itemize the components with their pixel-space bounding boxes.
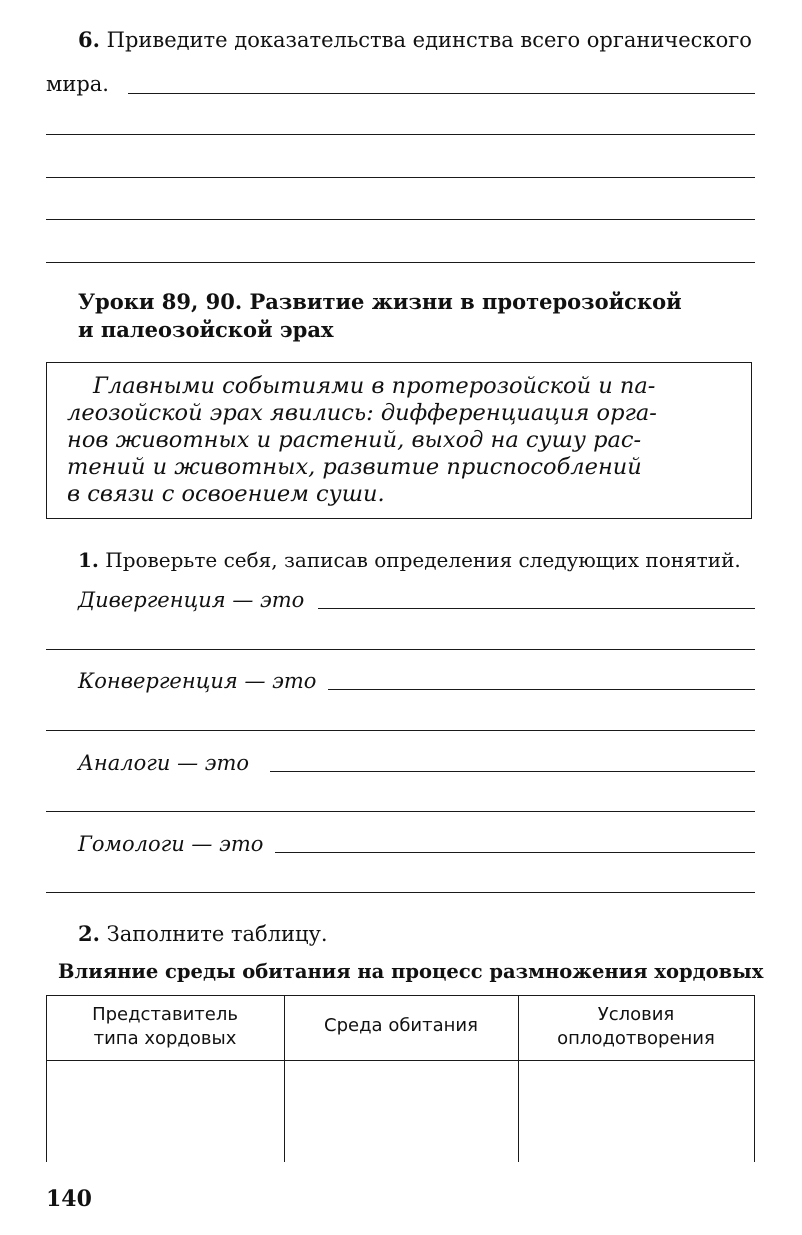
answer-line[interactable] (328, 689, 755, 690)
lesson-title-line1: Уроки 89, 90. Развитие жизни в протерозойской (78, 289, 682, 314)
question-1 (78, 548, 741, 572)
term-convergence: Конвергенция — это (78, 669, 317, 693)
question-6-text: Приведите доказательства единства всего органического (106, 28, 752, 52)
question-2-text: Заполните таблицу. (106, 922, 328, 946)
table-cell[interactable] (48, 1062, 283, 1160)
header-text: оплодотворения (557, 1028, 715, 1049)
table-cell[interactable] (520, 1062, 753, 1160)
answer-line[interactable] (275, 852, 755, 853)
answer-line[interactable] (270, 771, 755, 772)
table-header-representative (46, 1003, 284, 1051)
answer-line[interactable] (46, 262, 755, 263)
summary-line: в связи с освоением суши. (67, 481, 385, 507)
table-header-habitat (284, 1014, 518, 1038)
question-6-line2: мира. (46, 72, 109, 96)
summary-line: леозойской эрах явились: дифференциация орга- (67, 400, 657, 426)
table-top-border (46, 995, 755, 996)
answer-line[interactable] (128, 93, 755, 94)
question-2 (78, 922, 328, 946)
table-title: Влияние среды обитания на процесс размножения хордовых (58, 960, 764, 983)
answer-line[interactable] (46, 892, 755, 893)
answer-line[interactable] (46, 219, 755, 220)
answer-line[interactable] (46, 730, 755, 731)
term-analogs: Аналоги — это (78, 751, 250, 775)
header-text: Представитель (92, 1004, 238, 1025)
term-homologs: Гомологи — это (78, 832, 264, 856)
header-text: Среда обитания (324, 1015, 478, 1036)
term-divergence: Дивергенция — это (78, 588, 305, 612)
header-text: Условия (597, 1004, 675, 1025)
page-number: 140 (46, 1186, 92, 1212)
table-header-fertilization (518, 1003, 754, 1051)
table-cell[interactable] (286, 1062, 517, 1160)
answer-line[interactable] (46, 134, 755, 135)
summary-line: Главными событиями в протерозойской и па- (93, 373, 656, 399)
summary-box (46, 362, 752, 519)
summary-line: тений и животных, развитие приспособлений (67, 454, 642, 480)
question-6-line1 (78, 28, 752, 52)
question-1-text: Проверьте себя, записав определения следующих понятий. (105, 548, 741, 572)
question-6-number: 6. (78, 27, 100, 52)
lesson-title-line2: и палеозойской эрах (78, 317, 334, 342)
answer-line[interactable] (318, 608, 755, 609)
question-2-number: 2. (78, 921, 100, 946)
question-1-number: 1. (78, 548, 99, 572)
answer-line[interactable] (46, 177, 755, 178)
answer-line[interactable] (46, 649, 755, 650)
table-header-border (46, 1060, 755, 1061)
answer-line[interactable] (46, 811, 755, 812)
table-column-border (754, 995, 755, 1162)
header-text: типа хордовых (93, 1028, 237, 1049)
summary-line: нов животных и растений, выход на сушу рас- (67, 427, 642, 453)
